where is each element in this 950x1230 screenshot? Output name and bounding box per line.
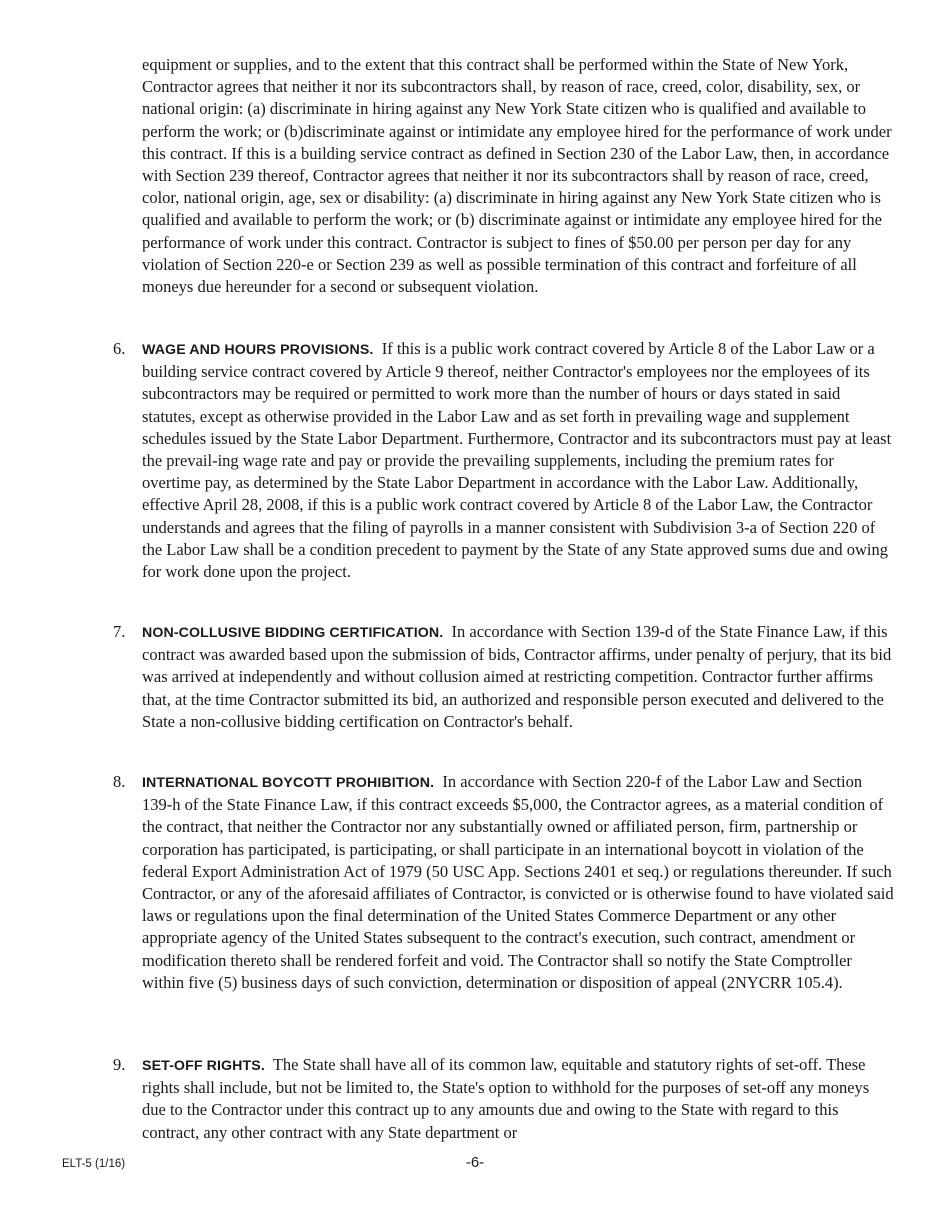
clause-body xyxy=(142,621,894,733)
clause-heading: SET-OFF RIGHTS. xyxy=(142,1058,265,1074)
form-id: ELT-5 (1/16) xyxy=(62,1158,126,1170)
clause-heading: INTERNATIONAL BOYCOTT PROHIBITION. xyxy=(142,775,435,791)
clause-text: If this is a public work contract covered by Article 8 of the Labor Law or a building service contract covered by Article 9 thereof, neither Contractor's employees nor the employees of its subcontractors may be required or permitted to work more than the number of hours or days stated in said statutes, except as otherwise provided in the Labor Law and as set forth in prevailing wage and supplement schedules issued by the State Labor Department. Furthermore, Contractor and its subcontractors must pay at least the prevail-ing wage rate and pay or provide the prevailing supplements, including the premium rates for overtime pay, as determined by the State Labor Department in accordance with the Labor Law. Additionally, effective April 28, 2008, if this is a public work contract covered by Article 8 of the Labor Law, the Contractor understands and agrees that the filing of payrolls in a manner consistent with Subdivision 3-a of Section 220 of the Labor Law shall be a condition precedent to payment by the State of any State approved sums due and owing for work done upon the project. xyxy=(142,339,892,582)
clause-body xyxy=(142,338,894,583)
clause-heading: NON-COLLUSIVE BIDDING CERTIFICATION. xyxy=(142,625,444,641)
clause-text: The State shall have all of its common law, equitable and statutory rights of set-off. These rights shall include, but not be limited to, the State's option to withhold for the purposes of set-off any moneys due to the Contractor under this contract up to any amounts due and owing to the State with regard to this contract, any other contract with any State department or xyxy=(142,1055,870,1142)
page-number: -6- xyxy=(465,1154,485,1171)
clause-number: 8. xyxy=(113,772,126,791)
clause-number: 9. xyxy=(113,1055,126,1074)
clause-number: 7. xyxy=(113,622,126,641)
clause-body xyxy=(142,1054,894,1144)
intro-paragraph: equipment or supplies, and to the extent that this contract shall be performed within the State of New York, Contractor agrees that neither it nor its subcontractors shall, by reason of race, creed, color, disability, sex, or national origin: (a) discriminate in hiring against any New York State citizen who is qualified and available to perform the work; or (b)discriminate against or intimidate any employee hired for the performance of work under this contract. If this is a building service contract as defined in Section 230 of the Labor Law, then, in accordance with Section 239 thereof, Contractor agrees that neither it nor its subcontractors shall by reason of race, creed, color, national origin, age, sex or disability: (a) discriminate in hiring against any New York State citizen who is qualified and available to perform the work; or (b) discriminate against or intimidate any employee hired for the performance of work under this contract. Contractor is subject to fines of $50.00 per person per day for any violation of Section 220-e or Section 239 as well as possible termination of this contract and forfeiture of all moneys due hereunder for a second or subsequent violation. xyxy=(142,55,892,297)
clause-text: In accordance with Section 139-d of the State Finance Law, if this contract was awarded based upon the submission of bids, Contractor affirms, under penalty of perjury, that its bid was arrived at independently and without collusion aimed at restricting competition. Contractor further affirms that, at the time Contractor submitted its bid, an authorized and responsible person executed and delivered to the State a non-collusive bidding certification on Contractor's behalf. xyxy=(142,622,892,731)
clause-number: 6. xyxy=(113,339,126,358)
clause-heading: WAGE AND HOURS PROVISIONS. xyxy=(142,342,374,358)
clause-body xyxy=(142,771,894,994)
clause-text: In accordance with Section 220-f of the Labor Law and Section 139-h of the State Finance Law, if this contract exceeds $5,000, the Contractor agrees, as a material condition of the contract, that neither the Contractor nor any substantially owned or affiliated person, firm, partnership or corporation has participated, is participating, or shall participate in an international boycott in violation of the federal Export Administration Act of 1979 (50 USC App. Sections 2401 et seq.) or regulations thereunder. If such Contractor, or any of the aforesaid affiliates of Contractor, is convicted or is otherwise found to have violated said laws or regulations upon the final determination of the United States Commerce Department or any other appropriate agency of the United States subsequent to the contract's execution, such contract, amendment or modification thereto shall be rendered forfeit and void. The Contractor shall so notify the State Comptroller within five (5) business days of such conviction, determination or disposition of appeal (2NYCRR 105.4). xyxy=(142,772,894,992)
